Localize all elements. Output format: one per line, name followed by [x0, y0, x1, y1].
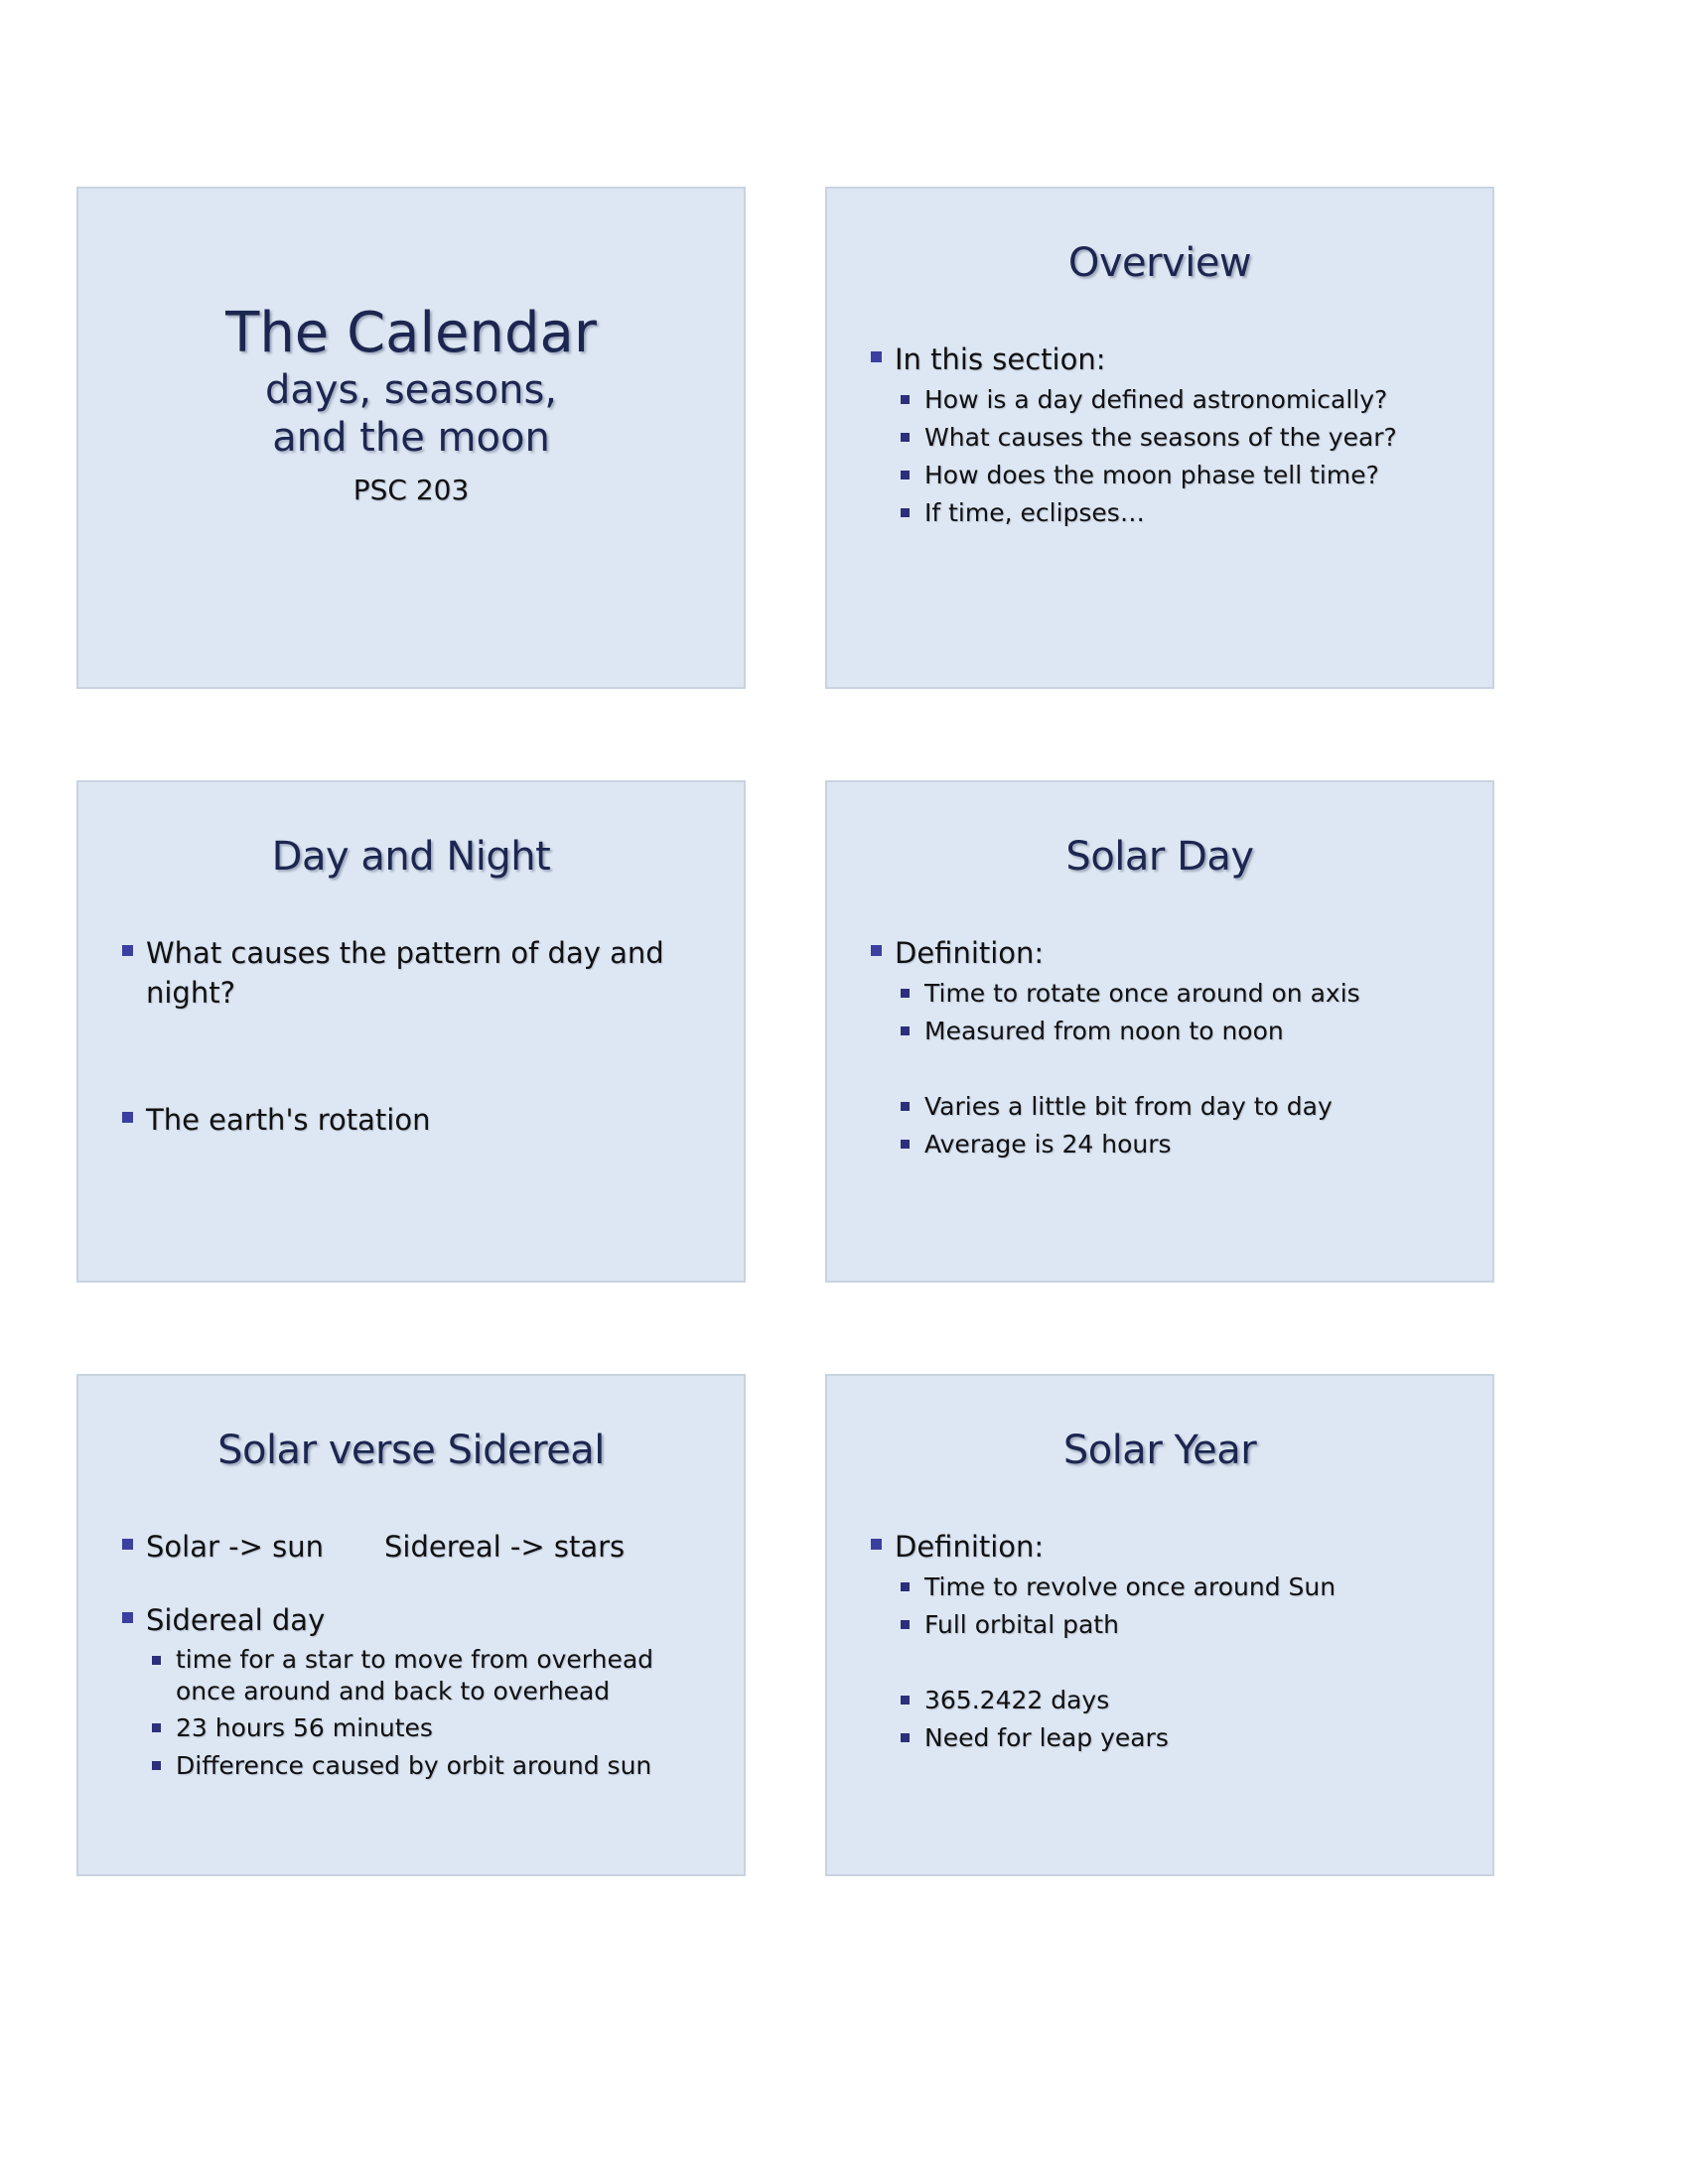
slide-1	[76, 187, 746, 689]
slide-body	[871, 1527, 1469, 1755]
sub-bullet-item: Difference caused by orbit around sun	[122, 1749, 720, 1783]
slide-body	[871, 340, 1469, 530]
bullet-item-row	[122, 1527, 720, 1567]
bullet-item-left: Solar -> sun	[146, 1530, 324, 1564]
slide-3	[76, 780, 746, 1283]
sub-bullet-item: Need for leap years	[871, 1721, 1469, 1755]
bullet-item: Definition:	[871, 1527, 1469, 1567]
sub-bullet-item: time for a star to move from overhead once around and back to overhead	[122, 1644, 720, 1707]
sub-bullet-item: How does the moon phase tell time?	[871, 459, 1469, 492]
slide-title: The Calendar	[225, 301, 597, 365]
slide-subtitle-line-1: days, seasons,	[264, 367, 558, 413]
sub-bullet-item: Average is 24 hours	[871, 1128, 1469, 1161]
bullet-item: What causes the pattern of day and night?	[122, 933, 720, 1013]
sub-bullet-item: If time, eclipses…	[871, 496, 1469, 530]
sub-bullet-item: 365.2422 days	[871, 1684, 1469, 1717]
sub-bullet-item: Measured from noon to noon	[871, 1015, 1469, 1048]
slide-body	[122, 933, 720, 1140]
slide-4	[825, 780, 1494, 1283]
slide-title: Day and Night	[271, 834, 551, 880]
slide-5	[76, 1374, 746, 1876]
sub-bullet-item: Varies a little bit from day to day	[871, 1090, 1469, 1124]
sub-bullet-item: Time to rotate once around on axis	[871, 977, 1469, 1011]
sub-bullet-item: Time to revolve once around Sun	[871, 1570, 1469, 1604]
bullet-item: In this section:	[871, 340, 1469, 379]
slide-6	[825, 1374, 1494, 1876]
course-code: PSC 203	[352, 474, 470, 506]
slide-title: Solar verse Sidereal	[217, 1428, 605, 1473]
title-slide-block	[78, 301, 744, 509]
sub-bullet-item: Full orbital path	[871, 1608, 1469, 1642]
slide-body	[871, 933, 1469, 1161]
slide-title: Solar Year	[1062, 1428, 1257, 1473]
bullet-item-right: Sidereal -> stars	[384, 1530, 626, 1564]
slide-title: Solar Day	[1065, 834, 1254, 880]
bullet-item: Sidereal day	[122, 1600, 720, 1640]
slide-title: Overview	[1067, 240, 1252, 286]
sub-bullet-item: How is a day defined astronomically?	[871, 383, 1469, 417]
slide-2	[825, 187, 1494, 689]
bullet-item: The earth's rotation	[122, 1100, 720, 1140]
slide-subtitle-line-2: and the moon	[272, 415, 550, 461]
bullet-item: Definition:	[871, 933, 1469, 973]
slide-body	[122, 1527, 720, 1783]
sub-bullet-item: What causes the seasons of the year?	[871, 421, 1469, 455]
sub-bullet-item: 23 hours 56 minutes	[122, 1711, 720, 1745]
